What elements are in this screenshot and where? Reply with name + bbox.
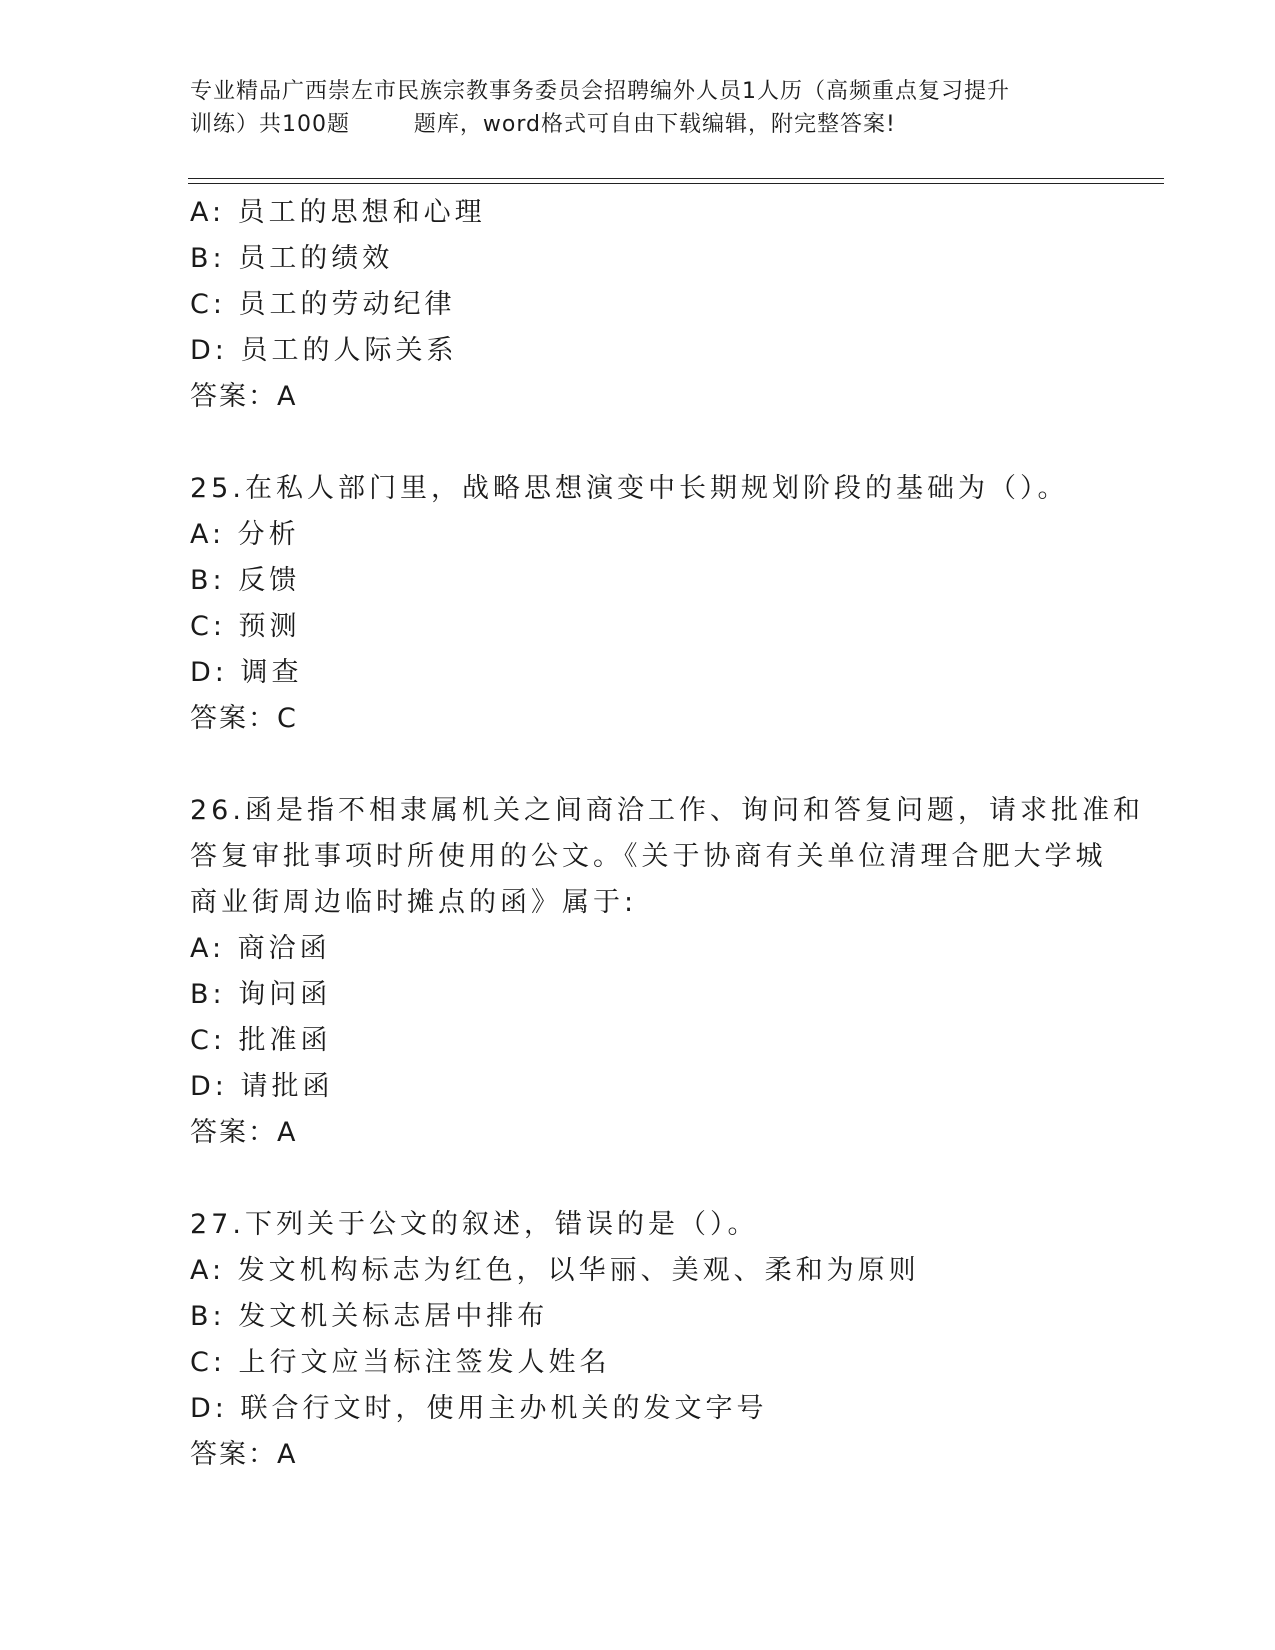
option-c: C: 预测 (190, 611, 301, 642)
option-c: C: 批准函 (190, 1025, 332, 1056)
question-text: 27.下列关于公文的叙述，错误的是（）。 (190, 1209, 759, 1240)
answer-line: 答案：A (190, 381, 298, 412)
document-header (190, 75, 1090, 141)
answer-line: 答案：C (190, 703, 298, 734)
answer-line: 答案：A (190, 1117, 298, 1148)
question-text: 25.在私人部门里，战略思想演变中长期规划阶段的基础为（）。 (190, 473, 1069, 504)
header-rule-top (188, 178, 1164, 179)
option-a: A: 分析 (190, 519, 300, 550)
answer-line: 答案：A (190, 1439, 298, 1470)
header-rule-bottom (188, 183, 1164, 184)
question-text-line-2: 答复审批事项时所使用的公文。《关于协商有关单位清理合肥大学城 (190, 841, 1107, 872)
question-25-block (190, 466, 1090, 742)
spacer (190, 742, 1090, 788)
question-26-block (190, 788, 1144, 1156)
option-a: A: 发文机构标志为红色，以华丽、美观、柔和为原则 (190, 1255, 920, 1286)
option-c: C: 员工的劳动纪律 (190, 289, 456, 320)
question-24-block (190, 190, 1090, 420)
question-list (190, 190, 1144, 1478)
option-b: B: 询问函 (190, 979, 332, 1010)
question-27-block (190, 1202, 1090, 1478)
option-c: C: 上行文应当标注签发人姓名 (190, 1347, 611, 1378)
header-line-2: 训练）共100题 题库，word格式可自由下载编辑，附完整答案! (190, 112, 896, 137)
question-text-line-1: 26.函是指不相隶属机关之间商洽工作、询问和答复问题，请求批准和 (190, 795, 1144, 826)
question-text-line-3: 商业街周边临时摊点的函》属于: (190, 887, 638, 918)
option-b: B: 发文机关标志居中排布 (190, 1301, 549, 1332)
spacer (190, 420, 1090, 466)
option-d: D: 请批函 (190, 1071, 334, 1102)
option-d: D: 调查 (190, 657, 303, 688)
option-a: A: 员工的思想和心理 (190, 197, 486, 228)
option-b: B: 员工的绩效 (190, 243, 394, 274)
option-a: A: 商洽函 (190, 933, 331, 964)
option-d: D: 员工的人际关系 (190, 335, 458, 366)
option-d: D: 联合行文时，使用主办机关的发文字号 (190, 1393, 768, 1424)
header-line-1: 专业精品广西崇左市民族宗教事务委员会招聘编外人员1人历（高频重点复习提升 (190, 79, 1010, 104)
option-b: B: 反馈 (190, 565, 301, 596)
spacer (190, 1156, 1090, 1202)
